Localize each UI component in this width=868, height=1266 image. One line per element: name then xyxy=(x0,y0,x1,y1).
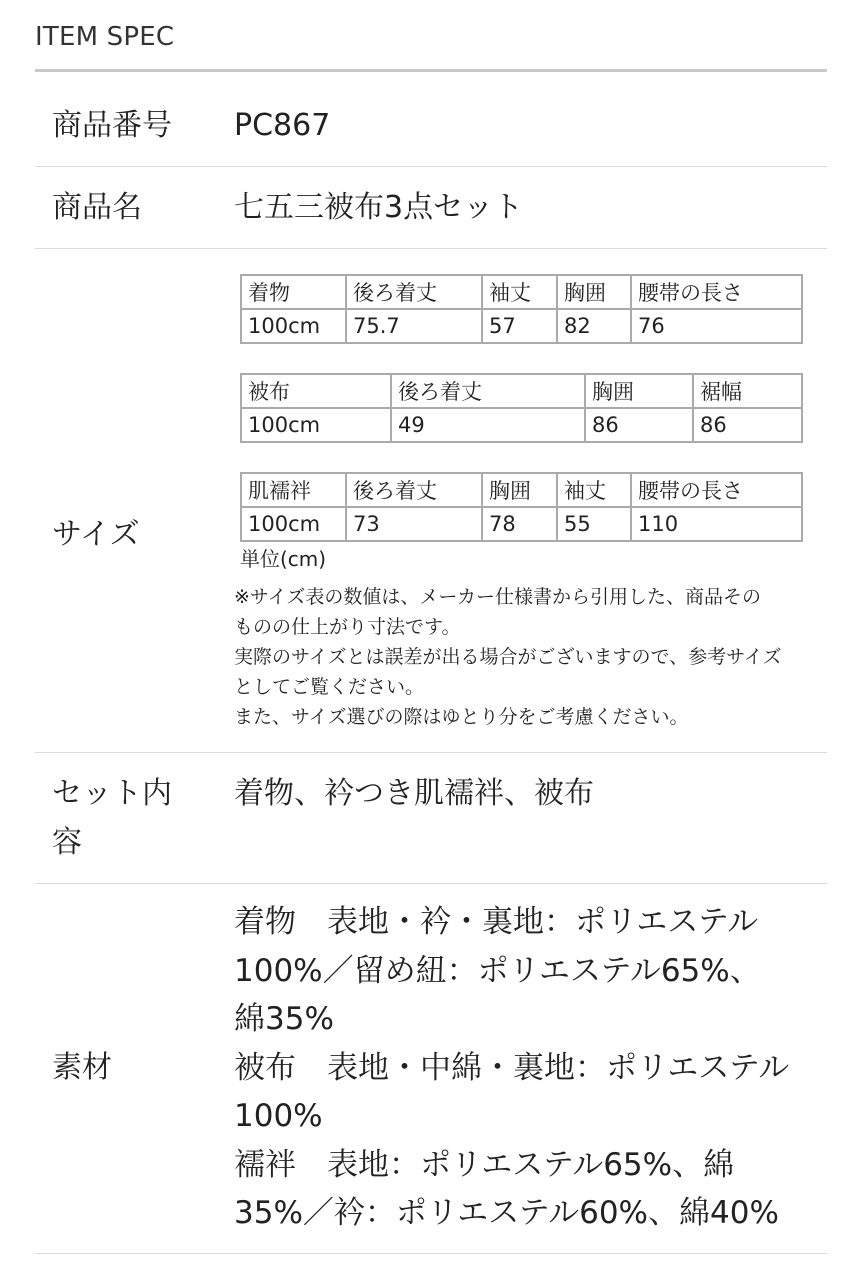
spec-row-product-name xyxy=(35,167,827,249)
size-table-value-row xyxy=(241,408,802,442)
value-product-number: PC867 xyxy=(234,108,331,143)
material-line: 着物 表地・衿・裏地：ポリエステル xyxy=(234,904,759,940)
note-line: としてご覧ください。 xyxy=(234,676,425,698)
table-cell: 胸囲 xyxy=(557,275,631,309)
table-cell: 78 xyxy=(482,507,557,541)
label-size: サイズ xyxy=(52,517,140,552)
material-line: 綿35% xyxy=(234,1001,334,1037)
size-table-hifu xyxy=(240,373,803,443)
table-cell: 袖丈 xyxy=(557,473,631,507)
table-cell: 裾幅 xyxy=(693,374,802,408)
size-table-header-row xyxy=(241,374,802,408)
table-cell: 100cm xyxy=(241,408,391,442)
table-cell: 胸囲 xyxy=(482,473,557,507)
material-line: 100%／留め紐：ポリエステル65%、 xyxy=(234,952,761,989)
note-line: ものの仕上がり寸法です。 xyxy=(234,616,461,638)
table-cell: 後ろ着丈 xyxy=(346,275,482,309)
table-cell: 86 xyxy=(585,408,693,442)
table-cell: 75.7 xyxy=(346,309,482,343)
size-table-header-row xyxy=(241,275,802,309)
material-value xyxy=(234,898,824,1238)
table-cell: 後ろ着丈 xyxy=(346,473,482,507)
size-table-value-row xyxy=(241,309,802,343)
table-cell: 被布 xyxy=(241,374,391,408)
note-line: また、サイズ選びの際はゆとり分をご考慮ください。 xyxy=(234,706,689,728)
table-cell: 着物 xyxy=(241,275,346,309)
size-table-kimono xyxy=(240,274,803,344)
label-product-name: 商品名 xyxy=(52,190,142,225)
table-cell: 57 xyxy=(482,309,557,343)
material-line: 襦袢 表地：ポリエステル65%、綿 xyxy=(234,1146,735,1183)
table-cell: 袖丈 xyxy=(482,275,557,309)
material-line: 35%／衿：ポリエステル60%、綿40% xyxy=(234,1195,779,1231)
table-cell: 76 xyxy=(631,309,802,343)
note-line: ※サイズ表の数値は、メーカー仕様書から引用した、商品その xyxy=(234,586,762,608)
size-unit: 単位(cm) xyxy=(240,547,327,571)
label-material: 素材 xyxy=(52,1050,112,1085)
table-cell: 肌襦袢 xyxy=(241,473,346,507)
table-cell: 腰帯の長さ xyxy=(631,473,802,507)
label-product-number: 商品番号 xyxy=(52,108,172,143)
label-set-contents-line2: 容 xyxy=(52,825,82,860)
size-note xyxy=(234,582,824,732)
value-set-contents: 着物、衿つき肌襦袢、被布 xyxy=(234,776,594,811)
size-table-header-row xyxy=(241,473,802,507)
material-line: 100% xyxy=(234,1098,323,1134)
size-table-value-row xyxy=(241,507,802,541)
value-product-name: 七五三被布3点セット xyxy=(234,190,524,225)
spec-row-product-number xyxy=(35,72,827,167)
table-cell: 腰帯の長さ xyxy=(631,275,802,309)
spec-row-set-contents xyxy=(35,753,827,884)
note-line: 実際のサイズとは誤差が出る場合がございますので、参考サイズ xyxy=(234,646,782,668)
table-cell: 55 xyxy=(557,507,631,541)
table-cell: 82 xyxy=(557,309,631,343)
table-cell: 110 xyxy=(631,507,802,541)
table-cell: 100cm xyxy=(241,309,346,343)
table-cell: 後ろ着丈 xyxy=(391,374,585,408)
table-cell: 73 xyxy=(346,507,482,541)
size-table-juban xyxy=(240,472,803,542)
material-line: 被布 表地・中綿・裏地：ポリエステル xyxy=(234,1049,790,1086)
table-cell: 胸囲 xyxy=(585,374,693,408)
label-set-contents-line1: セット内 xyxy=(52,776,172,811)
table-cell: 100cm xyxy=(241,507,346,541)
table-cell: 49 xyxy=(391,408,585,442)
section-title: ITEM SPEC xyxy=(35,22,175,52)
table-cell: 86 xyxy=(693,408,802,442)
